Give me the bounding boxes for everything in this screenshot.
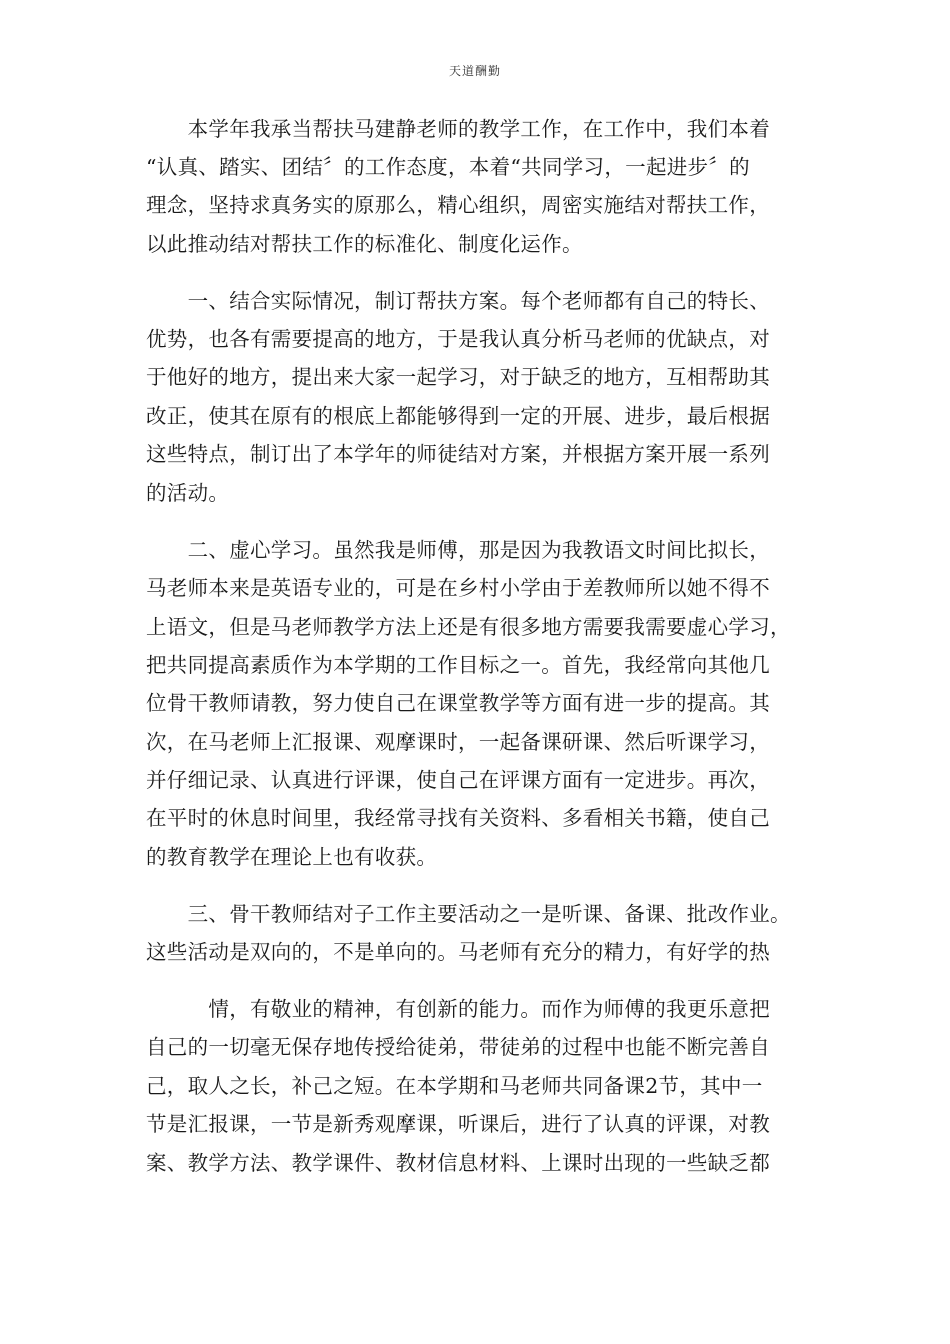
text-line: 以此推动结对帮扶工作的标准化、制度化运作。 <box>146 232 583 256</box>
text-line: 这些活动是双向的，不是单向的。马老师有充分的精力，有好学的热 <box>146 940 770 964</box>
text-line: 的教育教学在理论上也有收获。 <box>146 845 438 869</box>
text-line: 自己的一切毫无保存地传授给徒弟，带徒弟的过程中也能不断完善自 <box>146 1035 770 1059</box>
text-line: 位骨干教师请教，努力使自己在课堂教学等方面有进一步的提高。其 <box>146 691 770 715</box>
text-line: 并仔细记录、认真进行评课，使自己在评课方面有一定进步。再次， <box>146 768 770 792</box>
text-line: 优势，也各有需要提高的地方，于是我认真分析马老师的优缺点，对 <box>146 327 770 351</box>
text-line: 在平时的休息时间里，我经常寻找有关资料、多看相关书籍，使自己 <box>146 806 770 830</box>
text-line: 己，取人之长，补己之短。在本学期和马老师共同备课2节，其中一 <box>146 1074 763 1098</box>
text-line: 本学年我承当帮扶马建静老师的教学工作，在工作中，我们本着 <box>146 117 770 141</box>
text-line: 情，有敬业的精神，有创新的能力。而作为师傅的我更乐意把 <box>146 997 770 1021</box>
text-line: 上语文，但是马老师教学方法上还是有很多地方需要我需要虚心学习， <box>146 615 791 639</box>
text-line: 二、虚心学习。虽然我是师傅，那是因为我教语文时间比拟长， <box>146 538 770 562</box>
text-line: 把共同提高素质作为本学期的工作目标之一。首先，我经常向其他几 <box>146 653 770 677</box>
text-line: “认真、踏实、团结〞的工作态度，本着“共同学习，一起进步〞的 <box>146 155 750 179</box>
text-line: 三、骨干教师结对子工作主要活动之一是听课、备课、批改作业。 <box>146 902 791 926</box>
text-line: 节是汇报课，一节是新秀观摩课，听课后，进行了认真的评课，对教 <box>146 1112 770 1136</box>
text-line: 的活动。 <box>146 481 230 505</box>
text-line: 改正，使其在原有的根底上都能够得到一定的开展、进步，最后根据 <box>146 404 770 428</box>
text-line: 理念，坚持求真务实的原那么，精心组织，周密实施结对帮扶工作， <box>146 193 770 217</box>
text-line: 次，在马老师上汇报课、观摩课时，一起备课研课、然后听课学习， <box>146 730 770 754</box>
text-line: 这些特点，制订出了本学年的师徒结对方案，并根据方案开展一系列 <box>146 442 770 466</box>
text-line: 马老师本来是英语专业的，可是在乡村小学由于差教师所以她不得不 <box>146 576 770 600</box>
text-line: 案、教学方法、教学课件、教材信息材料、上课时出现的一些缺乏都 <box>146 1151 770 1175</box>
page-header: 天道酬勤 <box>448 64 501 78</box>
text-line: 于他好的地方，提出来大家一起学习，对于缺乏的地方，互相帮助其 <box>146 365 770 389</box>
text-line: 一、结合实际情况，制订帮扶方案。每个老师都有自己的特长、 <box>146 289 770 313</box>
